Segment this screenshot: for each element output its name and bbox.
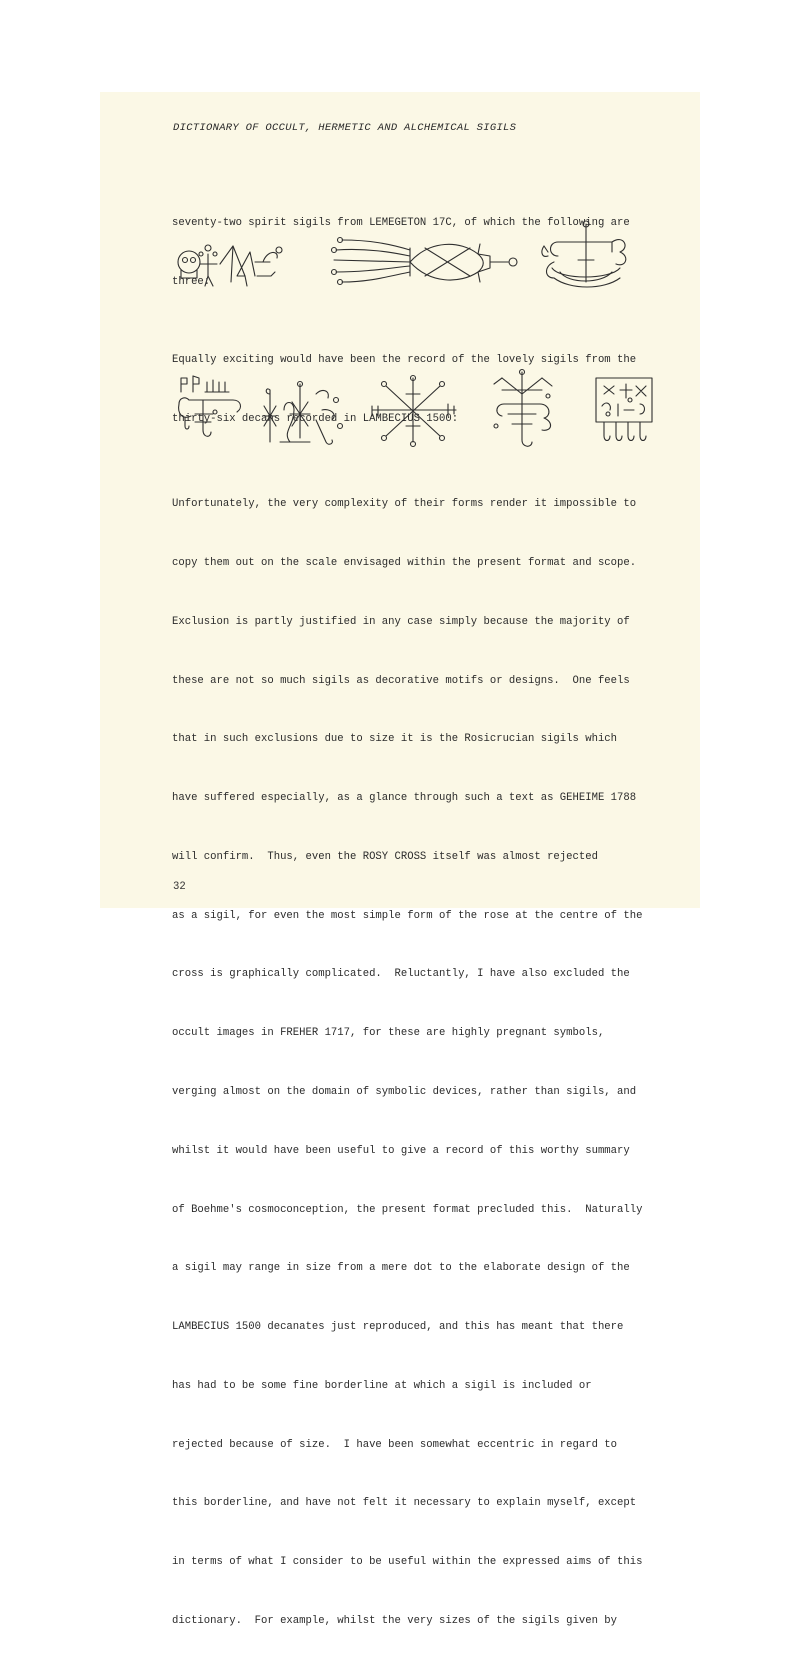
text-line: cross is graphically complicated. Reluctantly, I have also excluded the (172, 968, 630, 981)
page-number: 32 (173, 881, 186, 893)
text-line: rejected because of size. I have been somewhat eccentric in regard to (172, 1438, 618, 1451)
decan-sigil-2 (260, 380, 350, 450)
text-line: in terms of what I consider to be useful within the expressed aims of this (172, 1556, 643, 1569)
spirit-sigil-3 (540, 222, 635, 297)
text-line: a sigil may range in size from a mere dot to the elaborate design of the (172, 1262, 630, 1275)
text-line: as a sigil, for even the most simple form of the rose at the centre of the (172, 909, 643, 922)
text-line: has had to be some fine borderline at which a sigil is included or (172, 1379, 592, 1392)
text-line: copy them out on the scale envisaged within the present format and scope. (172, 556, 637, 569)
book-page (100, 92, 700, 1628)
text-line: Equally exciting would have been the record of the lovely sigils from the (172, 354, 637, 367)
spirit-sigil-1 (175, 232, 300, 297)
text-line: occult images in FREHER 1717, for these are highly pregnant symbols, (172, 1027, 605, 1040)
text-line: Exclusion is partly justified in any case simply because the majority of (172, 615, 630, 628)
decan-sigil-3 (368, 374, 458, 452)
body-paragraph (172, 456, 672, 1671)
text-line: LAMBECIUS 1500 decanates just reproduced, and this has meant that there (172, 1321, 624, 1334)
text-line: verging almost on the domain of symbolic devices, rather than sigils, and (172, 1086, 637, 1098)
text-line: thirty-six decans recorded in LAMBECIUS 1500: (172, 412, 459, 425)
text-line: will confirm. Thus, even the ROSY CROSS itself was almost rejected (172, 850, 598, 863)
text-line: seventy-two spirit sigils from LEMEGETON 17C, of which the following are (172, 217, 630, 230)
running-head: DICTIONARY OF OCCULT, HERMETIC AND ALCHEMICAL SIGILS (173, 122, 517, 134)
text-line: that in such exclusions due to size it is the Rosicrucian sigils which (172, 733, 618, 746)
spirit-sigil-2 (330, 234, 525, 289)
decan-sigil-4 (482, 370, 562, 452)
text-line: Unfortunately, the very complexity of their forms render it impossible to (172, 498, 637, 511)
lemegeton-sigils-row (100, 222, 700, 302)
text-line: dictionary. For example, whilst the very sizes of the sigils given by (172, 1615, 618, 1628)
text-line: whilst it would have been useful to give a record of this worthy summary (172, 1144, 630, 1157)
decan-sigil-1 (175, 372, 247, 450)
text-line: three: (172, 275, 211, 288)
text-line: of Boehme's cosmoconception, the present format precluded this. Naturally (172, 1203, 643, 1216)
lambecius-sigils-row (100, 362, 700, 457)
text-line: these are not so much sigils as decorative motifs or designs. One feels (172, 674, 630, 687)
text-line: this borderline, and have not felt it necessary to explain myself, except (172, 1497, 637, 1510)
decan-sigil-5 (590, 370, 662, 450)
text-line: have suffered especially, as a glance through such a text as GEHEIME 1788 (172, 792, 637, 805)
